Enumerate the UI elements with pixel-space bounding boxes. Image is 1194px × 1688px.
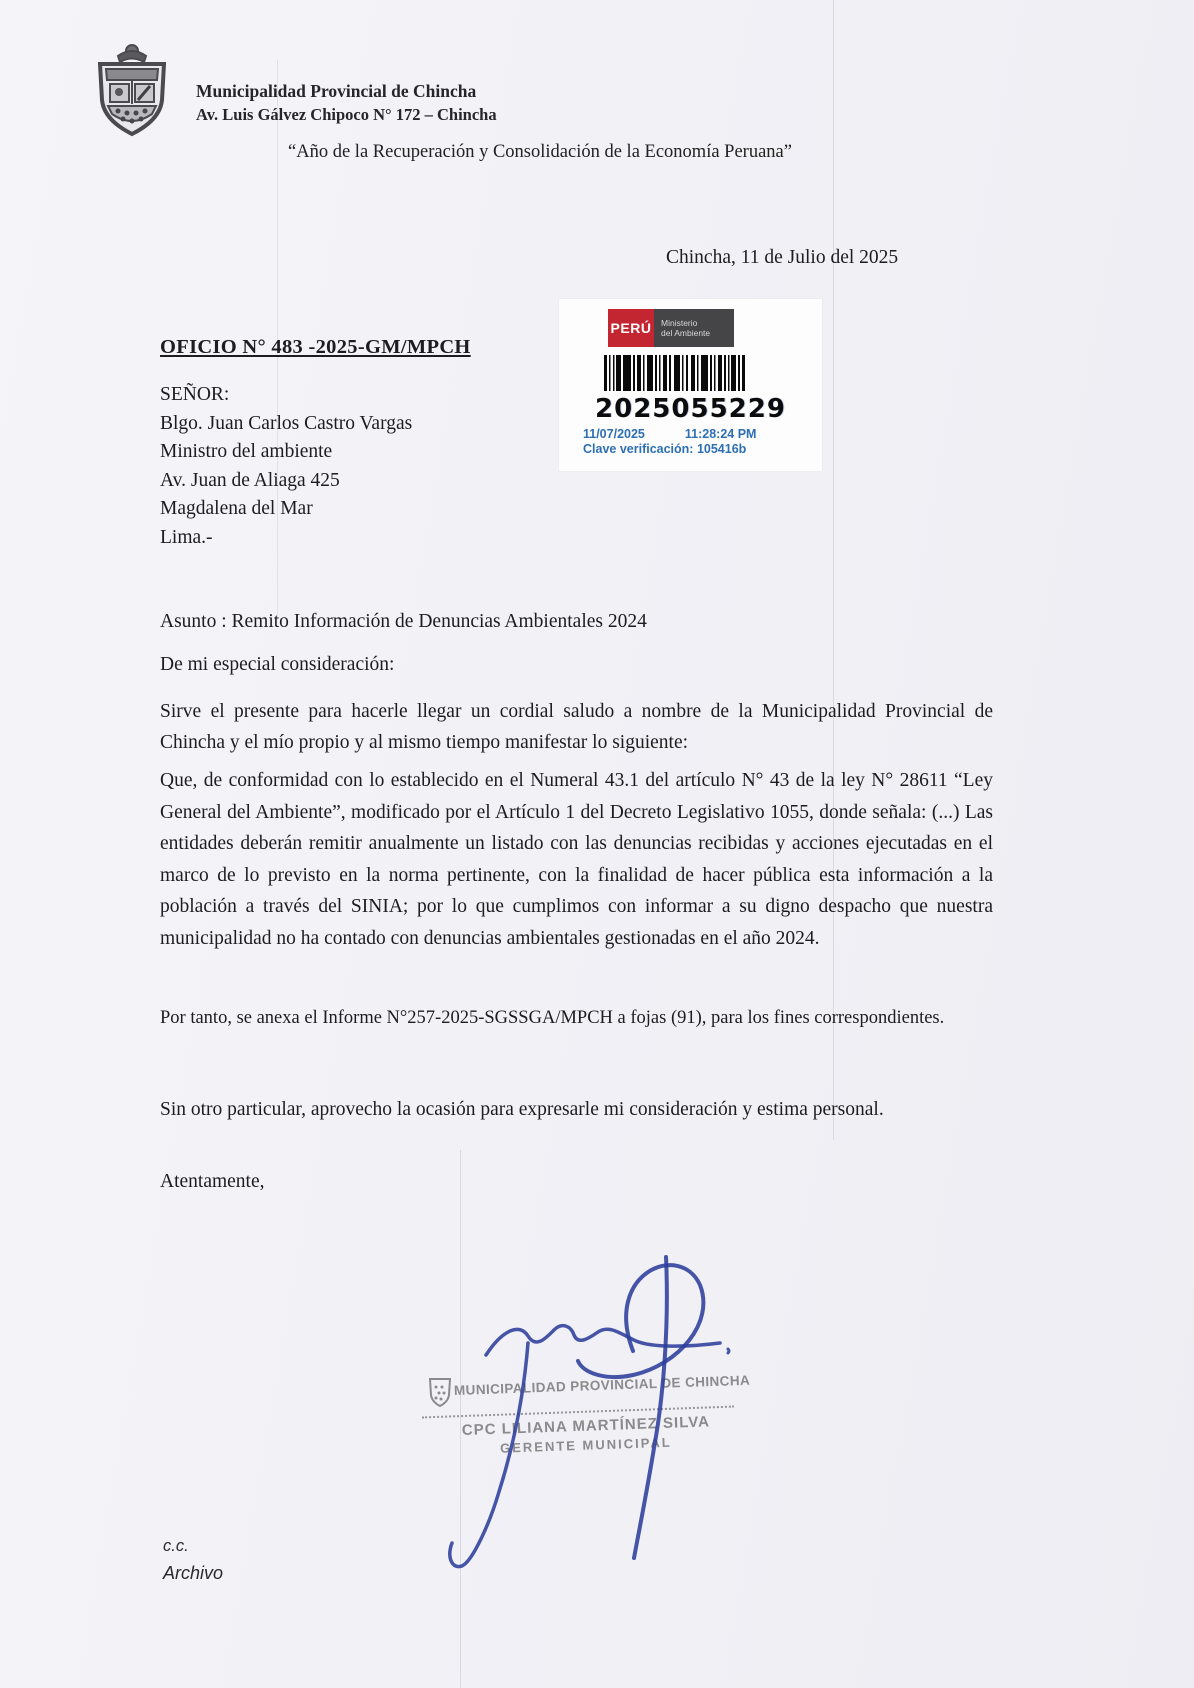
recipient-address3: Lima.- (160, 526, 213, 548)
handwritten-signature-icon (428, 1243, 758, 1583)
signer-title: GERENTE MUNICIPAL (499, 1434, 672, 1456)
recipient-block (160, 381, 412, 553)
greeting-line: De mi especial consideración: (160, 654, 395, 675)
reception-stamp (559, 299, 822, 471)
stamp-time: 11:28:24 PM (684, 427, 757, 441)
minam-logo (608, 309, 822, 347)
signer-name: CPC LILIANA MARTÍNEZ SILVA (461, 1413, 711, 1440)
org-name: Municipalidad Provincial de Chincha (196, 81, 477, 101)
oficio-number: OFICIO N° 483 -2025-GM/MPCH (160, 336, 471, 358)
peru-brand-icon: PERÚ (608, 309, 654, 347)
stamp-date: 11/07/2025 (583, 427, 645, 441)
recipient-address2: Magdalena del Mar (160, 498, 313, 520)
ministry-line2: del Ambiente (661, 328, 711, 338)
stamp-datetime (583, 427, 822, 441)
recipient-name: Blgo. Juan Carlos Castro Vargas (160, 412, 413, 434)
barcode-icon (604, 355, 745, 391)
org-address: Av. Luis Gálvez Chipoco N° 172 – Chincha (196, 105, 497, 124)
dateline: Chincha, 11 de Julio del 2025 (666, 247, 899, 268)
body-paragraph: Por tanto, se anexa el Informe N°257-2025-SGSSGA/MPCH a fojas (91), para los fines correspondientes. (160, 1008, 945, 1028)
subject-line: Asunto : Remito Información de Denuncias Ambientales 2024 (160, 611, 647, 632)
ministry-line1: Ministerio (661, 318, 698, 328)
archive-label: Archivo (163, 1563, 224, 1583)
recipient-salutation: SEÑOR: (160, 384, 230, 405)
closing-line: Atentamente, (160, 1171, 265, 1192)
municipality-coat-of-arms-icon (86, 42, 178, 138)
registry-number: 2025055229 (595, 394, 786, 424)
signature-area (428, 1243, 758, 1583)
body-paragraph: Sin otro particular, aprovecho la ocasión para expresarle mi consideración y estima personal. (160, 1099, 884, 1120)
body-paragraph: Que, de conformidad con lo establecido en el Numeral 43.1 del artículo N° 43 de la ley N° 28611 “Ley General del Ambiente”, modificado por el Artículo 1 del Decreto Legislativo 1055, donde señala: (...) Las entidades deberán remitir anualmente un listado con las denuncias recibidas y acciones ejecutadas en el marco de lo previsto en la norma pertinente, con la finalidad de hacer pública esta información a la población a través del SINIA; por lo que cumplimos con informar a su digno despacho que nuestra municipalidad no ha contado con denuncias ambientales gestionadas en el año 2024. (160, 770, 993, 949)
body-paragraph: Sirve el presente para hacerle llegar un cordial saludo a nombre de la Municipalidad Provincial de Chincha y el mío propio y al mismo tiempo manifestar lo siguiente: (160, 701, 993, 753)
recipient-address1: Av. Juan de Aliaga 425 (160, 469, 340, 491)
verification-key: Clave verificación: 105416b (583, 442, 747, 456)
letterhead-org-block (196, 80, 497, 126)
rubber-stamp-org: MUNICIPALIDAD PROVINCIAL DE CHINCHA (453, 1372, 751, 1398)
ministry-label (654, 309, 734, 347)
recipient-title: Ministro del ambiente (160, 441, 333, 463)
cc-label: c.c. (163, 1537, 189, 1555)
year-motto: “Año de la Recuperación y Consolidación de la Economía Peruana” (288, 142, 792, 162)
paper-crease-vertical-right (833, 0, 834, 1140)
